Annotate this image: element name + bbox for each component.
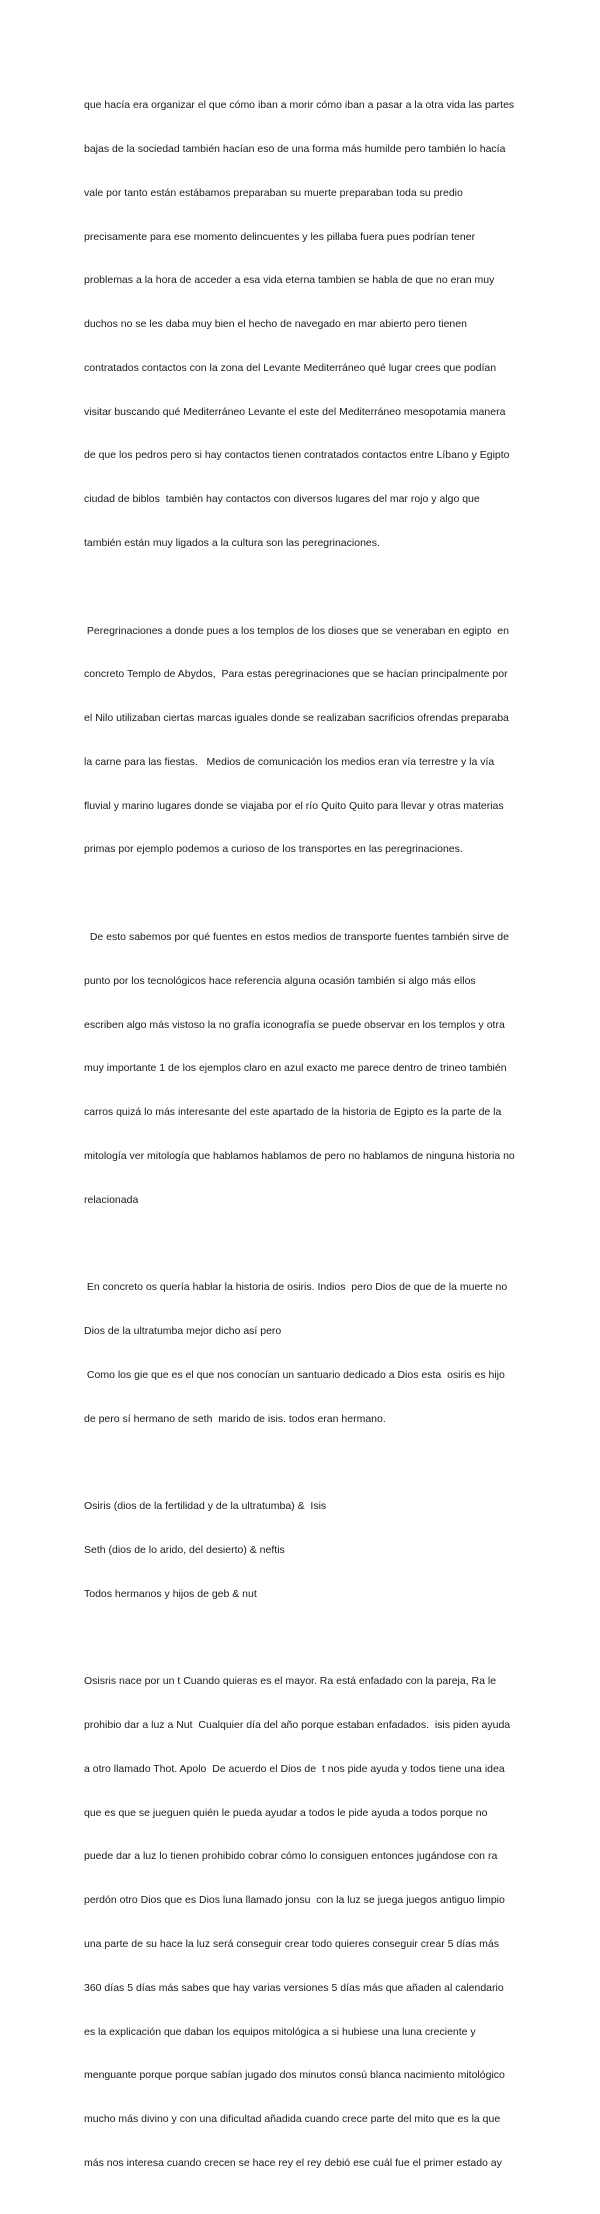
- text-line: también están muy ligados a la cultura son las peregrinaciones.: [84, 537, 380, 549]
- text-line: mitología ver mitología que hablamos hablamos de pero no hablamos de ninguna historia no: [84, 1149, 515, 1162]
- text-line: ciudad de biblos también hay contactos con diversos lugares del mar rojo y algo que: [84, 493, 480, 506]
- text-line: duchos no se les daba muy bien el hecho de navegado en mar abierto pero tienen: [84, 318, 467, 331]
- text-line: es la explicación que daban los equipos mitológica a si hubiese una luna creciente y: [84, 2025, 476, 2038]
- paragraph-sources: [84, 901, 524, 1237]
- text-line: menguante porque porque sabían jugado dos minutos consú blanca nacimiento mitológico: [84, 2069, 505, 2082]
- text-line: puede dar a luz lo tienen prohibido cobrar cómo lo consiguen entonces jugándose con ra: [84, 1850, 498, 1863]
- text-line: prohibio dar a luz a Nut Cualquier día del año porque estaban enfadados. isis piden ayuda: [84, 1719, 511, 1732]
- text-line: visitar buscando qué Mediterráneo Levante el este del Mediterráneo mesopotamia manera: [84, 405, 506, 418]
- text-line: Dios de la ultratumba mejor dicho así pero: [84, 1325, 282, 1338]
- paragraph-osiris-birth-myth: [84, 1645, 524, 2200]
- text-line: Como los gie que es el que nos conocían un santuario dedicado a Dios esta osiris es hijo: [84, 1368, 505, 1381]
- text-line: mucho más divino y con una dificultad añadida cuando crece parte del mito que es la que: [84, 2113, 501, 2126]
- text-line: contratados contactos con la zona del Levante Mediterráneo qué lugar crees que podían: [84, 361, 497, 374]
- text-line: concreto Templo de Abydos, Para estas peregrinaciones que se hacían principalmente por: [84, 668, 508, 681]
- text-line: a otro llamado Thot. Apolo De acuerdo el Dios de t nos pide ayuda y todos tiene una idea: [84, 1762, 505, 1775]
- text-line: de que los pedros pero si hay contactos tienen contratados contactos entre Líbano y Egipto: [84, 449, 510, 462]
- text-line: Todos hermanos y hijos de geb & nut: [84, 1587, 257, 1600]
- text-line: muy importante 1 de los ejemplos claro en azul exacto me parece dentro de trineo también: [84, 1062, 507, 1075]
- text-line: De esto sabemos por qué fuentes en estos medios de transporte fuentes también sirve de: [84, 931, 509, 944]
- text-line: 360 días 5 días más sabes que hay varias versiones 5 días más que añaden al calendario: [84, 1981, 504, 1994]
- text-line: de pero sí hermano de seth marido de isis. todos eran hermano.: [84, 1412, 386, 1425]
- text-line: Osisris nace por un t Cuando quieras es el mayor. Ra está enfadado con la pareja, Ra le: [84, 1675, 497, 1688]
- text-line: la carne para las fiestas. Medios de comunicación los medios eran vía terrestre y la vía: [84, 755, 495, 768]
- paragraph-pilgrimages: [84, 594, 524, 886]
- text-line: primas por ejemplo podemos a curioso de los transportes en las peregrinaciones.: [84, 843, 463, 856]
- text-line: En concreto os quería hablar la historia de osiris. Indios pero Dios de que de la muerte no: [84, 1281, 508, 1294]
- paragraph-osiris-intro: [84, 1251, 524, 1455]
- text-line: el Nilo utilizaban ciertas marcas iguales donde se realizaban sacrificios ofrendas preparaba: [84, 712, 509, 725]
- text-line: relacionada: [84, 1193, 139, 1206]
- text-line: punto por los tecnológicos hace referencia alguna ocasión también si algo más ellos: [84, 974, 476, 987]
- text-line: fluvial y marino lugares donde se viajaba por el río Quito Quito para llevar y otras materias: [84, 799, 504, 812]
- text-line: Peregrinaciones a donde pues a los templos de los dioses que se veneraban en egipto en: [84, 624, 509, 637]
- text-line: que es que se jueguen quién le pueda ayudar a todos le pide ayuda a todos porque no: [84, 1806, 488, 1819]
- text-line: perdón otro Dios que es Dios luna llamado jonsu con la luz se juega juegos antiguo limpio: [84, 1894, 505, 1907]
- text-line: escriben algo más vistoso la no grafía iconografía se puede observar en los templos y otra: [84, 1018, 505, 1031]
- text-line: problemas a la hora de acceder a esa vida eterna tambien se habla de que no eran muy: [84, 274, 495, 287]
- text-line: precisamente para ese momento delincuentes y les pillaba fuera pues podrían tener: [84, 230, 476, 243]
- paragraph-burial-and-contacts: [84, 69, 524, 580]
- text-line: vale por tanto están estábamos preparaban su muerte preparaban toda su predio: [84, 186, 463, 199]
- text-line: carros quizá lo más interesante del este apartado de la historia de Egipto es la parte de la: [84, 1106, 502, 1119]
- document-body: [84, 69, 524, 2214]
- paragraph-deity-list: [84, 1470, 524, 1631]
- text-line: Seth (dios de lo arido, del desierto) & neftis: [84, 1543, 285, 1556]
- text-line: bajas de la sociedad también hacían eso de una forma más humilde pero también lo hacía: [84, 142, 506, 155]
- text-line: Osiris (dios de la fertilidad y de la ultratumba) & Isis: [84, 1500, 327, 1513]
- text-line: que hacía era organizar el que cómo iban a morir cómo iban a pasar a la otra vida las partes: [84, 99, 515, 112]
- text-line: más nos interesa cuando crecen se hace rey el rey debió ese cuál fue el primer estado ay: [84, 2156, 502, 2169]
- text-line: una parte de su hace la luz será conseguir crear todo quieres conseguir crear 5 días más: [84, 1938, 499, 1950]
